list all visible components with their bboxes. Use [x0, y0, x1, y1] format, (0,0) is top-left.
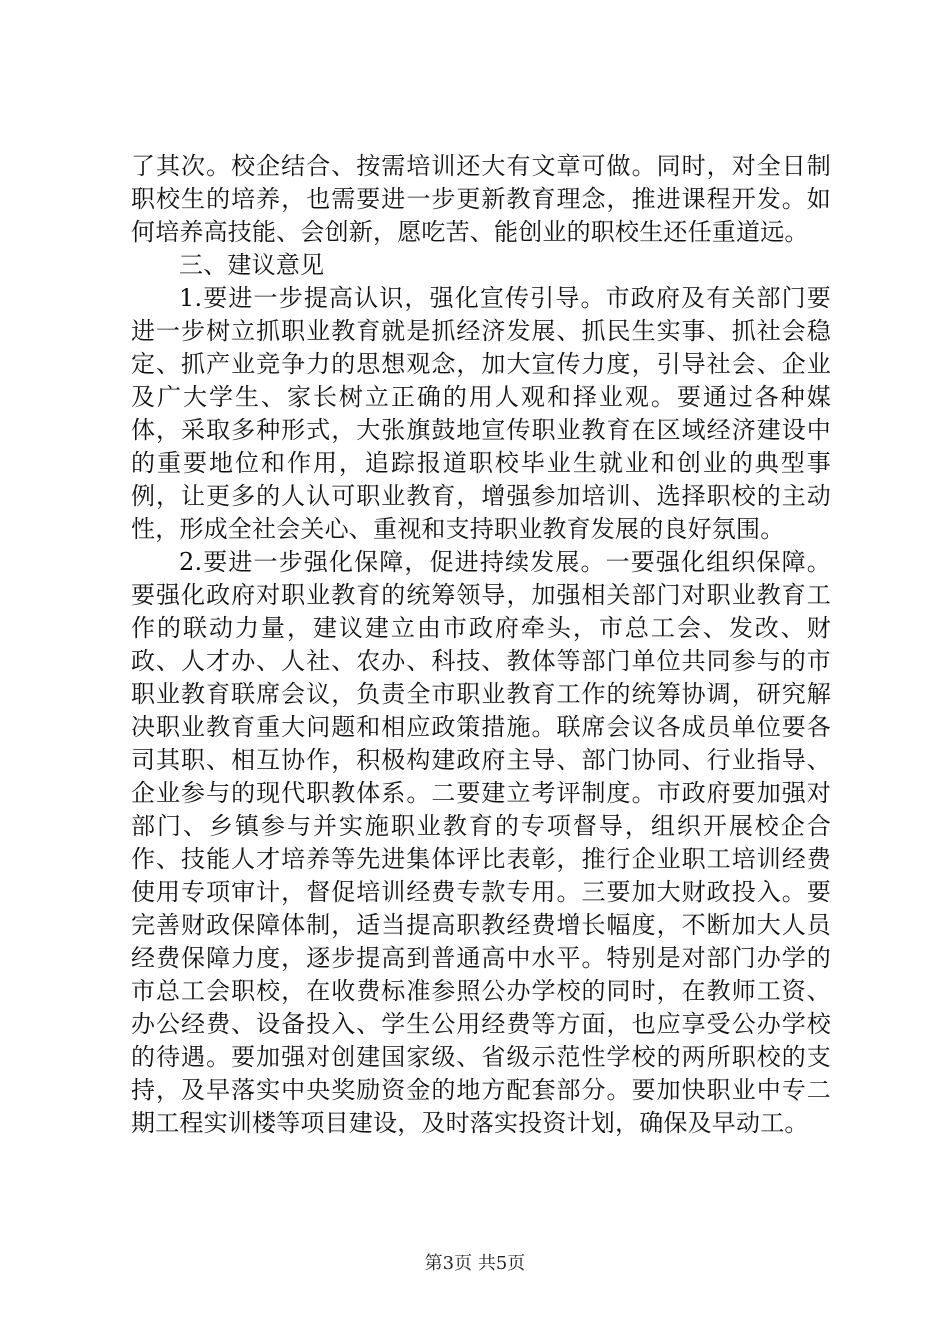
page-footer: 第3页 共5页: [424, 1253, 526, 1274]
paragraph-suggestion-1: 1.要进一步提高认识，强化宣传引导。市政府及有关部门要进一步树立抓职业教育就是抓经济发展、抓民生实事、抓社会稳定、抓产业竞争力的思想观念，加大宣传力度，引导社会、企业及广大学生、家长树立正确的用人观和择业观。要通过各种媒体，采取多种形式，大张旗鼓地宣传职业教育在区域经济建设中的重要地位和作用，追踪报道职校毕业生就业和创业的典型事例，让更多的人认可职业教育，增强参加培训、选择职校的主动性，形成全社会关心、重视和支持职业教育发展的良好氛围。: [131, 284, 831, 543]
section-heading: 三、建议意见: [179, 251, 325, 279]
paragraph-continuation: 了其次。校企结合、按需培训还大有文章可做。同时，对全日制职校生的培养，也需要进一步更新教育理念，推进课程开发。如何培养高技能、会创新，愿吃苦、能创业的职校生还任重道远。: [131, 152, 831, 246]
paragraph-suggestion-2: 2.要进一步强化保障，促进持续发展。一要强化组织保障。要强化政府对职业教育的统筹领导，加强相关部门对职业教育工作的联动力量，建议建立由市政府牵头，市总工会、发改、财政、人才办、人社、农办、科技、教体等部门单位共同参与的市职业教育联席会议，负责全市职业教育工作的统筹协调，研究解决职业教育重大问题和相应政策措施。联席会议各成员单位要各司其职、相互协作，积极构建政府主导、部门协同、行业指导、企业参与的现代职教体系。二要建立考评制度。市政府要加强对部门、乡镇参与并实施职业教育的专项督导，组织开展校企合作、技能人才培养等先进集体评比表彰，推行企业职工培训经费使用专项审计，督促培训经费专款专用。三要加大财政投入。要完善财政保障体制，适当提高职教经费增长幅度，不断加大人员经费保障力度，逐步提高到普通高中水平。特别是对部门办学的市总工会职校，在收费标准参照公办学校的同时，在教师工资、办公经费、设备投入、学生公用经费等方面，也应享受公办学校的待遇。要加强对创建国家级、省级示范性学校的两所职校的支持，及早落实中央奖励资金的地方配套部分。要加快职业中专二期工程实训楼等项目建设，及时落实投资计划，确保及早动工。: [131, 548, 831, 1137]
document-body: [131, 150, 831, 1140]
